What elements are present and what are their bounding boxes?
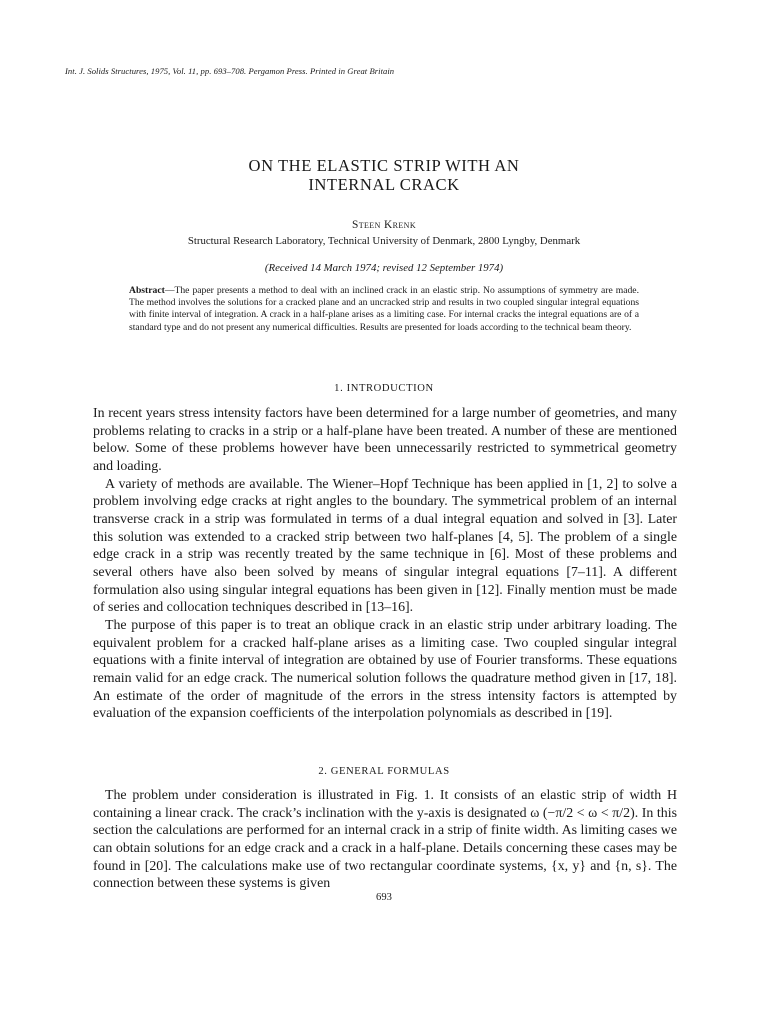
received-dates: (Received 14 March 1974; revised 12 September 1974) bbox=[264, 262, 504, 274]
paragraph: In recent years stress intensity factors have been determined for a large number of geometries, and many problems relating to cracks in a strip or a half-plane have been treated. A number of these are mentioned below. Some of these problems however have been unnecessarily restricted to symmetrical geometry and loading. bbox=[93, 406, 677, 474]
title-line-1: ON THE ELASTIC STRIP WITH AN bbox=[248, 156, 520, 175]
abstract-text: —The paper presents a method to deal with an inclined crack in an elastic strip. No assumptions of symmetry are made. The method involves the solutions for a cracked plane and an uncracked strip and results in two coupled singular integral equations with finite interval of integration. A crack in a half-plane arises as a limiting case. For internal cracks the integral equations are of a standard type and do not present any numerical difficulties. Results are presented for loads according to the technical beam theory. bbox=[129, 285, 639, 333]
author-affiliation: Structural Research Laboratory, Technical University of Denmark, 2800 Lyngby, Denmark bbox=[187, 235, 581, 247]
section-2-heading: 2. GENERAL FORMULAS bbox=[318, 766, 450, 777]
paragraph: The purpose of this paper is to treat an oblique crack in an elastic strip under arbitrary loading. The equivalent problem for a cracked half-plane arises as a limiting case. Two coupled singular integral equations with a finite interval of integration are obtained by use of Fourier transforms. These equations remain valid for an edge crack. The numerical solution follows the quadrature method given in [17, 18]. An estimate of the order of magnitude of the errors in the stress intensity factors is attempted by evaluation of the expansion coefficients of the interpolation polynomials as described in [19]. bbox=[93, 617, 677, 722]
author-name: Steen Krenk bbox=[351, 219, 417, 231]
paper-title bbox=[0, 156, 768, 194]
section-1-body bbox=[93, 405, 677, 723]
abstract bbox=[129, 285, 639, 334]
page-number: 693 bbox=[376, 892, 392, 903]
abstract-label: Abstract bbox=[129, 285, 165, 296]
section-1-heading: 1. INTRODUCTION bbox=[334, 383, 434, 394]
title-line-2: INTERNAL CRACK bbox=[308, 175, 460, 194]
journal-reference: Int. J. Solids Structures, 1975, Vol. 11, pp. 693–708. Pergamon Press. Printed in Great Britain bbox=[65, 66, 395, 76]
paragraph: A variety of methods are available. The Wiener–Hopf Technique has been applied in [1, 2] to solve a problem involving edge cracks at right angles to the boundary. The symmetrical problem of an internal transverse crack in a strip was formulated in terms of a dual integral equation and solved in [3]. Later this solution was extended to a cracked strip between two half-planes [4, 5]. The problem of a single edge crack in a strip was recently treated by the same technique in [6]. Most of these problems and several others have also been solved by means of singular integral equations [7–11]. A different formulation also using singular integral equations has been given in [12]. Finally mention must be made of series and collocation techniques described in [13–16]. bbox=[93, 476, 677, 616]
section-2-body bbox=[93, 787, 677, 893]
paragraph: The problem under consideration is illustrated in Fig. 1. It consists of an elastic strip of width H containing a linear crack. The crack’s inclination with the y-axis is designated ω (−π/2 < ω < π/2). In this section the calculations are performed for an internal crack in a strip of finite width. As limiting cases we can obtain solutions for an edge crack and a crack in a half-plane. Details concerning these cases may be found in [20]. The calculations make use of two rectangular coordinate systems, {x, y} and {n, s}. The connection between these systems is given bbox=[93, 788, 677, 892]
